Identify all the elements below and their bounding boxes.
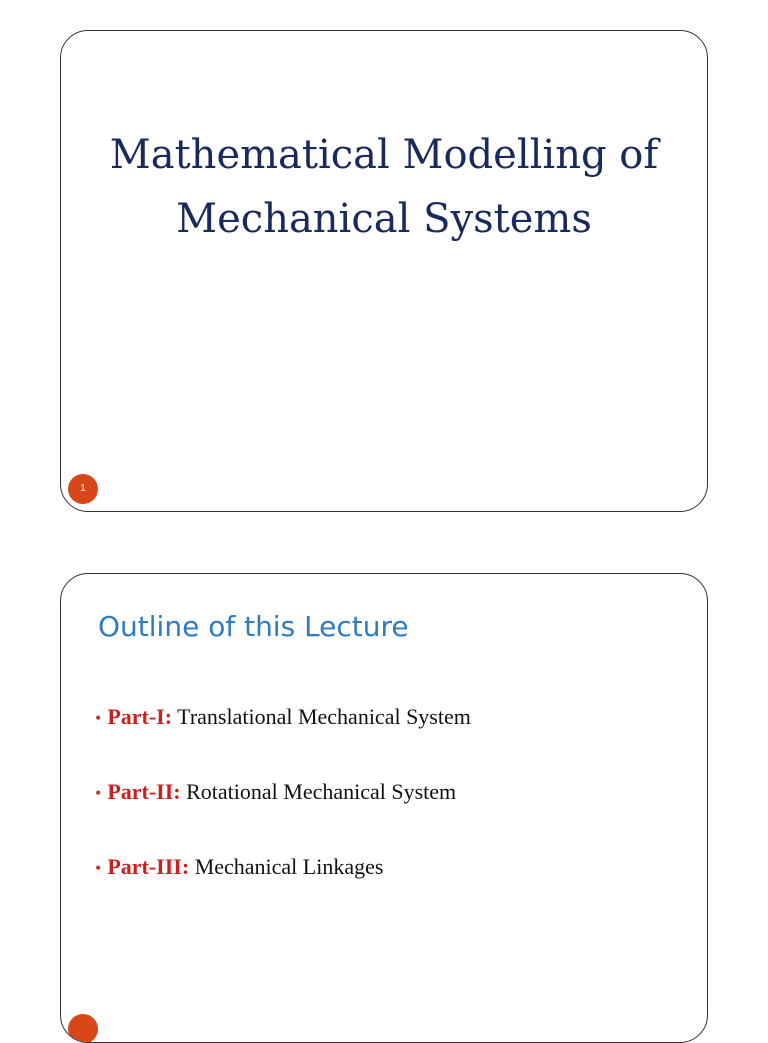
- slide-title: [61, 123, 707, 251]
- outline-list: [95, 701, 471, 926]
- part-label: Part-III:: [107, 854, 190, 879]
- page-number-badge: 1: [68, 474, 98, 504]
- part-label: Part-I:: [107, 704, 173, 729]
- bullet-icon: •: [95, 708, 102, 728]
- bullet-icon: •: [95, 858, 102, 878]
- slide-title-line-2: Mechanical Systems: [176, 196, 592, 242]
- title-slide: [60, 30, 708, 512]
- page-number-badge: [68, 1014, 98, 1043]
- slide-title-line-1: Mathematical Modelling of: [109, 132, 659, 178]
- part-text: Rotational Mechanical System: [180, 779, 457, 804]
- outline-item-part-3: [95, 851, 471, 926]
- outline-heading: Outline of this Lecture: [98, 610, 409, 643]
- outline-slide: [60, 573, 708, 1043]
- part-text: Translational Mechanical System: [172, 704, 471, 729]
- bullet-icon: •: [95, 783, 102, 803]
- part-label: Part-II:: [107, 779, 181, 804]
- part-text: Mechanical Linkages: [189, 854, 384, 879]
- outline-item-part-2: [95, 776, 471, 851]
- outline-item-part-1: [95, 701, 471, 776]
